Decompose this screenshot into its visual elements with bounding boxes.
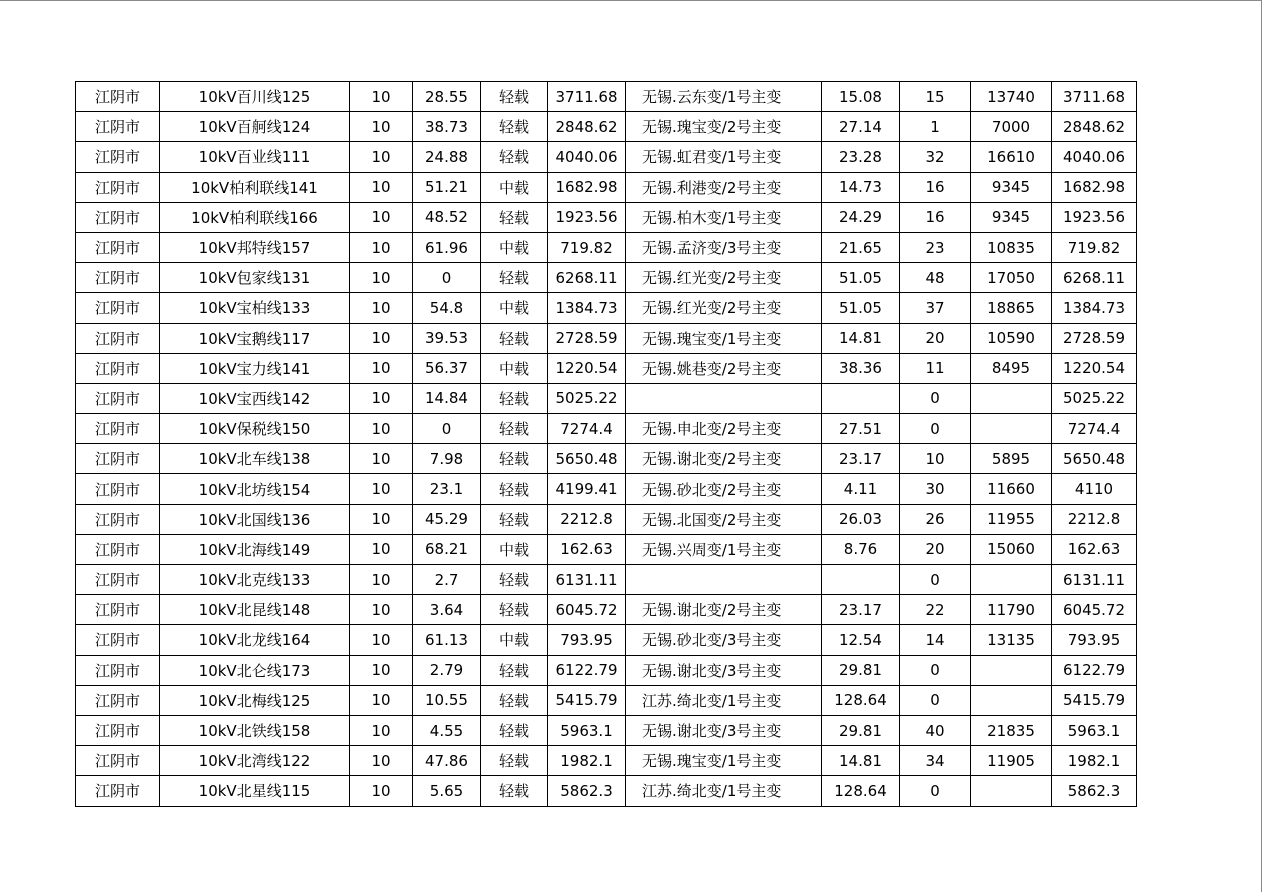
- cell-value-b: 5963.1: [1052, 715, 1137, 745]
- cell-load-status: 轻载: [481, 655, 548, 685]
- cell-substation: 无锡.兴周变/1号主变: [626, 534, 822, 564]
- cell-count: 20: [900, 323, 971, 353]
- cell-load-rate: 10.55: [413, 685, 481, 715]
- cell-load-status: 中载: [481, 172, 548, 202]
- table-row: [76, 353, 1137, 383]
- cell-city: 江阴市: [76, 565, 160, 595]
- cell-transformer-rate: 4.11: [822, 474, 900, 504]
- cell-line-name: 10kV保税线150: [160, 414, 350, 444]
- cell-line-name: 10kV百舸线124: [160, 112, 350, 142]
- cell-line-name: 10kV北铁线158: [160, 715, 350, 745]
- cell-transformer-rate: 128.64: [822, 776, 900, 806]
- cell-load-status: 轻载: [481, 82, 548, 112]
- cell-voltage: 10: [350, 444, 413, 474]
- cell-load-status: 轻载: [481, 504, 548, 534]
- table-row: [76, 595, 1137, 625]
- cell-substation: [626, 565, 822, 595]
- cell-value-b: 3711.68: [1052, 82, 1137, 112]
- cell-substation: 无锡.谢北变/3号主变: [626, 715, 822, 745]
- cell-city: 江阴市: [76, 172, 160, 202]
- cell-transformer-rate: 51.05: [822, 293, 900, 323]
- table-row: [76, 202, 1137, 232]
- cell-value-a: 7274.4: [548, 414, 626, 444]
- cell-load-status: 轻载: [481, 776, 548, 806]
- cell-voltage: 10: [350, 353, 413, 383]
- cell-capacity: 10590: [971, 323, 1052, 353]
- cell-substation: 无锡.瑰宝变/1号主变: [626, 746, 822, 776]
- cell-capacity: 13135: [971, 625, 1052, 655]
- cell-load-rate: 56.37: [413, 353, 481, 383]
- cell-line-name: 10kV北仑线173: [160, 655, 350, 685]
- cell-load-rate: 45.29: [413, 504, 481, 534]
- cell-voltage: 10: [350, 232, 413, 262]
- cell-city: 江阴市: [76, 293, 160, 323]
- cell-load-rate: 5.65: [413, 776, 481, 806]
- cell-load-rate: 51.21: [413, 172, 481, 202]
- cell-value-b: 6131.11: [1052, 565, 1137, 595]
- cell-line-name: 10kV北克线133: [160, 565, 350, 595]
- cell-load-rate: 7.98: [413, 444, 481, 474]
- line-load-table: [75, 81, 1137, 807]
- cell-value-b: 2848.62: [1052, 112, 1137, 142]
- cell-line-name: 10kV宝西线142: [160, 383, 350, 413]
- cell-count: 34: [900, 746, 971, 776]
- cell-transformer-rate: 29.81: [822, 715, 900, 745]
- cell-line-name: 10kV包家线131: [160, 263, 350, 293]
- cell-capacity: 16610: [971, 142, 1052, 172]
- cell-substation: 无锡.谢北变/2号主变: [626, 444, 822, 474]
- cell-load-status: 轻载: [481, 444, 548, 474]
- cell-value-a: 1982.1: [548, 746, 626, 776]
- cell-value-a: 2212.8: [548, 504, 626, 534]
- cell-value-b: 162.63: [1052, 534, 1137, 564]
- cell-load-rate: 23.1: [413, 474, 481, 504]
- cell-value-b: 1923.56: [1052, 202, 1137, 232]
- cell-count: 11: [900, 353, 971, 383]
- cell-load-status: 中载: [481, 625, 548, 655]
- cell-substation: 无锡.谢北变/2号主变: [626, 595, 822, 625]
- table-row: [76, 293, 1137, 323]
- cell-value-a: 5963.1: [548, 715, 626, 745]
- cell-city: 江阴市: [76, 474, 160, 504]
- cell-line-name: 10kV北国线136: [160, 504, 350, 534]
- table-row: [76, 82, 1137, 112]
- cell-city: 江阴市: [76, 323, 160, 353]
- cell-value-b: 1682.98: [1052, 172, 1137, 202]
- cell-load-status: 轻载: [481, 323, 548, 353]
- cell-value-b: 719.82: [1052, 232, 1137, 262]
- cell-count: 48: [900, 263, 971, 293]
- cell-transformer-rate: 14.81: [822, 323, 900, 353]
- cell-capacity: 13740: [971, 82, 1052, 112]
- cell-count: 23: [900, 232, 971, 262]
- cell-value-a: 6122.79: [548, 655, 626, 685]
- cell-voltage: 10: [350, 474, 413, 504]
- cell-voltage: 10: [350, 625, 413, 655]
- cell-value-b: 1220.54: [1052, 353, 1137, 383]
- cell-line-name: 10kV北龙线164: [160, 625, 350, 655]
- cell-load-status: 轻载: [481, 112, 548, 142]
- cell-capacity: 11905: [971, 746, 1052, 776]
- cell-voltage: 10: [350, 263, 413, 293]
- cell-city: 江阴市: [76, 685, 160, 715]
- cell-voltage: 10: [350, 746, 413, 776]
- cell-substation: 无锡.利港变/2号主变: [626, 172, 822, 202]
- cell-value-a: 5650.48: [548, 444, 626, 474]
- table-row: [76, 504, 1137, 534]
- cell-transformer-rate: 51.05: [822, 263, 900, 293]
- cell-value-a: 1384.73: [548, 293, 626, 323]
- cell-substation: 无锡.瑰宝变/2号主变: [626, 112, 822, 142]
- cell-value-a: 793.95: [548, 625, 626, 655]
- cell-value-a: 162.63: [548, 534, 626, 564]
- cell-value-b: 6122.79: [1052, 655, 1137, 685]
- cell-transformer-rate: 24.29: [822, 202, 900, 232]
- table-row: [76, 383, 1137, 413]
- cell-count: 14: [900, 625, 971, 655]
- table-row: [76, 685, 1137, 715]
- cell-city: 江阴市: [76, 746, 160, 776]
- cell-line-name: 10kV宝柏线133: [160, 293, 350, 323]
- cell-count: 0: [900, 655, 971, 685]
- cell-city: 江阴市: [76, 202, 160, 232]
- cell-load-rate: 47.86: [413, 746, 481, 776]
- cell-transformer-rate: 15.08: [822, 82, 900, 112]
- table-row: [76, 232, 1137, 262]
- cell-city: 江阴市: [76, 263, 160, 293]
- cell-line-name: 10kV北梅线125: [160, 685, 350, 715]
- table-row: [76, 534, 1137, 564]
- cell-load-rate: 2.7: [413, 565, 481, 595]
- page-top-border: [0, 0, 1262, 1]
- cell-capacity: 11790: [971, 595, 1052, 625]
- cell-capacity: 9345: [971, 202, 1052, 232]
- cell-substation: 无锡.瑰宝变/1号主变: [626, 323, 822, 353]
- cell-transformer-rate: 23.17: [822, 595, 900, 625]
- cell-value-a: 2848.62: [548, 112, 626, 142]
- cell-value-a: 5415.79: [548, 685, 626, 715]
- cell-count: 26: [900, 504, 971, 534]
- cell-load-rate: 0: [413, 263, 481, 293]
- table-row: [76, 172, 1137, 202]
- cell-value-b: 1384.73: [1052, 293, 1137, 323]
- cell-city: 江阴市: [76, 504, 160, 534]
- cell-city: 江阴市: [76, 595, 160, 625]
- cell-line-name: 10kV北海线149: [160, 534, 350, 564]
- cell-transformer-rate: 26.03: [822, 504, 900, 534]
- cell-capacity: 5895: [971, 444, 1052, 474]
- cell-line-name: 10kV北湾线122: [160, 746, 350, 776]
- cell-load-status: 中载: [481, 534, 548, 564]
- cell-capacity: 15060: [971, 534, 1052, 564]
- cell-value-a: 2728.59: [548, 323, 626, 353]
- cell-capacity: [971, 655, 1052, 685]
- cell-substation: 无锡.孟济变/3号主变: [626, 232, 822, 262]
- cell-load-status: 轻载: [481, 142, 548, 172]
- cell-value-a: 1682.98: [548, 172, 626, 202]
- cell-city: 江阴市: [76, 353, 160, 383]
- cell-load-status: 轻载: [481, 414, 548, 444]
- cell-capacity: [971, 383, 1052, 413]
- cell-count: 22: [900, 595, 971, 625]
- cell-substation: 无锡.砂北变/3号主变: [626, 625, 822, 655]
- cell-value-a: 3711.68: [548, 82, 626, 112]
- cell-count: 16: [900, 202, 971, 232]
- cell-line-name: 10kV宝力线141: [160, 353, 350, 383]
- cell-city: 江阴市: [76, 82, 160, 112]
- cell-substation: 无锡.谢北变/3号主变: [626, 655, 822, 685]
- cell-count: 37: [900, 293, 971, 323]
- cell-substation: 无锡.申北变/2号主变: [626, 414, 822, 444]
- table-row: [76, 414, 1137, 444]
- cell-value-a: 5025.22: [548, 383, 626, 413]
- cell-voltage: 10: [350, 82, 413, 112]
- cell-value-a: 4040.06: [548, 142, 626, 172]
- cell-value-b: 7274.4: [1052, 414, 1137, 444]
- cell-transformer-rate: 38.36: [822, 353, 900, 383]
- cell-line-name: 10kV北坊线154: [160, 474, 350, 504]
- cell-value-b: 1982.1: [1052, 746, 1137, 776]
- cell-capacity: 11660: [971, 474, 1052, 504]
- cell-value-a: 1923.56: [548, 202, 626, 232]
- cell-voltage: 10: [350, 293, 413, 323]
- cell-capacity: [971, 776, 1052, 806]
- cell-capacity: [971, 685, 1052, 715]
- cell-count: 32: [900, 142, 971, 172]
- cell-substation: [626, 383, 822, 413]
- cell-line-name: 10kV北星线115: [160, 776, 350, 806]
- cell-transformer-rate: [822, 383, 900, 413]
- cell-city: 江阴市: [76, 112, 160, 142]
- cell-load-status: 轻载: [481, 202, 548, 232]
- table-body: [76, 82, 1137, 807]
- cell-value-b: 5025.22: [1052, 383, 1137, 413]
- cell-line-name: 10kV百川线125: [160, 82, 350, 112]
- table-row: [76, 625, 1137, 655]
- cell-substation: 无锡.云东变/1号主变: [626, 82, 822, 112]
- cell-voltage: 10: [350, 142, 413, 172]
- cell-value-b: 5650.48: [1052, 444, 1137, 474]
- table-row: [76, 444, 1137, 474]
- cell-load-rate: 3.64: [413, 595, 481, 625]
- cell-transformer-rate: 27.51: [822, 414, 900, 444]
- cell-load-rate: 2.79: [413, 655, 481, 685]
- cell-voltage: 10: [350, 414, 413, 444]
- cell-load-status: 轻载: [481, 263, 548, 293]
- cell-count: 40: [900, 715, 971, 745]
- cell-count: 0: [900, 776, 971, 806]
- cell-line-name: 10kV北车线138: [160, 444, 350, 474]
- cell-line-name: 10kV北昆线148: [160, 595, 350, 625]
- cell-value-a: 6268.11: [548, 263, 626, 293]
- table-row: [76, 263, 1137, 293]
- cell-capacity: 7000: [971, 112, 1052, 142]
- cell-voltage: 10: [350, 715, 413, 745]
- cell-capacity: 8495: [971, 353, 1052, 383]
- cell-count: 1: [900, 112, 971, 142]
- cell-voltage: 10: [350, 685, 413, 715]
- cell-transformer-rate: 27.14: [822, 112, 900, 142]
- cell-load-status: 轻载: [481, 383, 548, 413]
- cell-load-rate: 68.21: [413, 534, 481, 564]
- cell-city: 江阴市: [76, 232, 160, 262]
- cell-load-rate: 14.84: [413, 383, 481, 413]
- cell-transformer-rate: [822, 565, 900, 595]
- cell-value-a: 5862.3: [548, 776, 626, 806]
- cell-substation: 无锡.虹君变/1号主变: [626, 142, 822, 172]
- cell-voltage: 10: [350, 534, 413, 564]
- cell-city: 江阴市: [76, 655, 160, 685]
- cell-value-a: 1220.54: [548, 353, 626, 383]
- cell-count: 0: [900, 414, 971, 444]
- cell-city: 江阴市: [76, 142, 160, 172]
- cell-load-status: 轻载: [481, 474, 548, 504]
- cell-value-b: 6045.72: [1052, 595, 1137, 625]
- cell-city: 江阴市: [76, 444, 160, 474]
- cell-transformer-rate: 14.81: [822, 746, 900, 776]
- cell-load-rate: 38.73: [413, 112, 481, 142]
- cell-value-a: 719.82: [548, 232, 626, 262]
- cell-substation: 江苏.绮北变/1号主变: [626, 776, 822, 806]
- cell-line-name: 10kV柏利联线141: [160, 172, 350, 202]
- cell-voltage: 10: [350, 655, 413, 685]
- cell-substation: 无锡.红光变/2号主变: [626, 293, 822, 323]
- cell-load-rate: 61.96: [413, 232, 481, 262]
- cell-city: 江阴市: [76, 625, 160, 655]
- cell-load-rate: 48.52: [413, 202, 481, 232]
- cell-capacity: 18865: [971, 293, 1052, 323]
- cell-count: 0: [900, 383, 971, 413]
- cell-voltage: 10: [350, 202, 413, 232]
- cell-line-name: 10kV邦特线157: [160, 232, 350, 262]
- cell-value-a: 6131.11: [548, 565, 626, 595]
- cell-voltage: 10: [350, 323, 413, 353]
- cell-load-status: 轻载: [481, 595, 548, 625]
- cell-load-rate: 0: [413, 414, 481, 444]
- table-row: [76, 323, 1137, 353]
- cell-load-status: 轻载: [481, 715, 548, 745]
- cell-value-b: 4110: [1052, 474, 1137, 504]
- cell-substation: 无锡.姚巷变/2号主变: [626, 353, 822, 383]
- table-row: [76, 715, 1137, 745]
- cell-voltage: 10: [350, 504, 413, 534]
- cell-count: 16: [900, 172, 971, 202]
- cell-substation: 江苏.绮北变/1号主变: [626, 685, 822, 715]
- cell-voltage: 10: [350, 383, 413, 413]
- cell-load-rate: 61.13: [413, 625, 481, 655]
- cell-transformer-rate: 14.73: [822, 172, 900, 202]
- cell-city: 江阴市: [76, 414, 160, 444]
- cell-load-rate: 28.55: [413, 82, 481, 112]
- table-row: [76, 746, 1137, 776]
- cell-city: 江阴市: [76, 534, 160, 564]
- cell-value-b: 2212.8: [1052, 504, 1137, 534]
- table-row: [76, 565, 1137, 595]
- cell-transformer-rate: 23.28: [822, 142, 900, 172]
- cell-substation: 无锡.砂北变/2号主变: [626, 474, 822, 504]
- cell-load-status: 中载: [481, 232, 548, 262]
- cell-substation: 无锡.红光变/2号主变: [626, 263, 822, 293]
- cell-capacity: [971, 565, 1052, 595]
- cell-capacity: 17050: [971, 263, 1052, 293]
- table-row: [76, 142, 1137, 172]
- cell-load-rate: 39.53: [413, 323, 481, 353]
- cell-voltage: 10: [350, 172, 413, 202]
- cell-voltage: 10: [350, 776, 413, 806]
- cell-transformer-rate: 12.54: [822, 625, 900, 655]
- cell-capacity: 9345: [971, 172, 1052, 202]
- cell-capacity: 10835: [971, 232, 1052, 262]
- cell-load-status: 轻载: [481, 685, 548, 715]
- cell-line-name: 10kV百业线111: [160, 142, 350, 172]
- cell-line-name: 10kV柏利联线166: [160, 202, 350, 232]
- cell-count: 0: [900, 685, 971, 715]
- cell-value-a: 6045.72: [548, 595, 626, 625]
- cell-city: 江阴市: [76, 776, 160, 806]
- cell-capacity: [971, 414, 1052, 444]
- cell-voltage: 10: [350, 112, 413, 142]
- cell-line-name: 10kV宝鹅线117: [160, 323, 350, 353]
- table-row: [76, 474, 1137, 504]
- cell-value-b: 793.95: [1052, 625, 1137, 655]
- table-row: [76, 112, 1137, 142]
- cell-load-rate: 4.55: [413, 715, 481, 745]
- cell-count: 15: [900, 82, 971, 112]
- cell-transformer-rate: 8.76: [822, 534, 900, 564]
- cell-substation: 无锡.柏木变/1号主变: [626, 202, 822, 232]
- cell-value-b: 5862.3: [1052, 776, 1137, 806]
- cell-transformer-rate: 29.81: [822, 655, 900, 685]
- cell-count: 30: [900, 474, 971, 504]
- cell-value-b: 6268.11: [1052, 263, 1137, 293]
- cell-value-a: 4199.41: [548, 474, 626, 504]
- cell-count: 0: [900, 565, 971, 595]
- cell-capacity: 11955: [971, 504, 1052, 534]
- cell-city: 江阴市: [76, 383, 160, 413]
- cell-transformer-rate: 23.17: [822, 444, 900, 474]
- cell-value-b: 2728.59: [1052, 323, 1137, 353]
- cell-city: 江阴市: [76, 715, 160, 745]
- cell-load-status: 轻载: [481, 565, 548, 595]
- cell-count: 10: [900, 444, 971, 474]
- cell-substation: 无锡.北国变/2号主变: [626, 504, 822, 534]
- cell-load-rate: 54.8: [413, 293, 481, 323]
- cell-count: 20: [900, 534, 971, 564]
- cell-load-status: 中载: [481, 353, 548, 383]
- cell-value-b: 4040.06: [1052, 142, 1137, 172]
- table-row: [76, 655, 1137, 685]
- cell-transformer-rate: 128.64: [822, 685, 900, 715]
- cell-capacity: 21835: [971, 715, 1052, 745]
- cell-load-status: 轻载: [481, 746, 548, 776]
- cell-voltage: 10: [350, 565, 413, 595]
- table-row: [76, 776, 1137, 806]
- cell-value-b: 5415.79: [1052, 685, 1137, 715]
- cell-voltage: 10: [350, 595, 413, 625]
- cell-load-rate: 24.88: [413, 142, 481, 172]
- cell-load-status: 中载: [481, 293, 548, 323]
- cell-transformer-rate: 21.65: [822, 232, 900, 262]
